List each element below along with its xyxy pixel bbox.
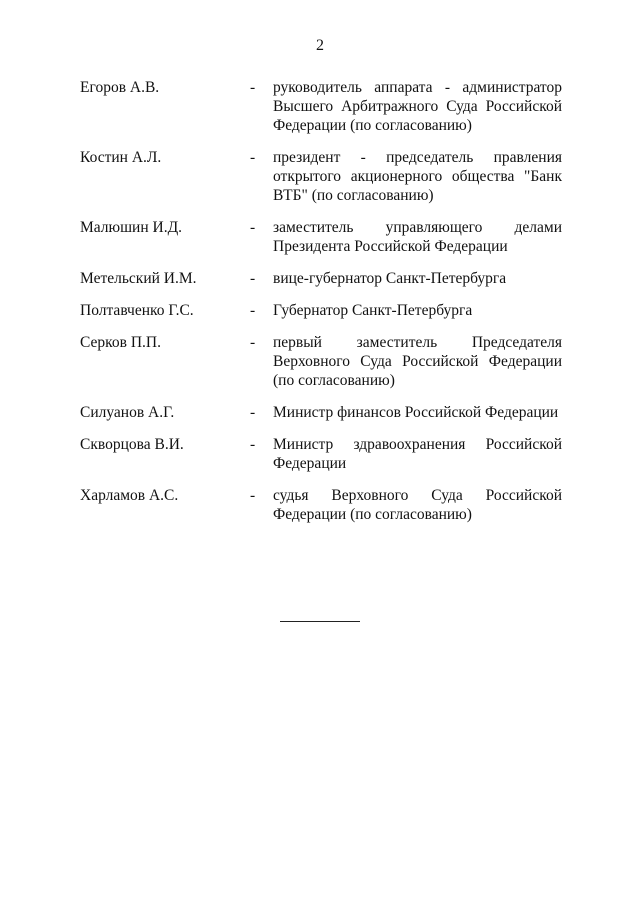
separator-dash: - [250, 404, 256, 421]
member-name: Метельский И.М. [80, 270, 197, 287]
member-role: судья Верховного Суда Российской Федерации (по согласованию) [273, 487, 562, 523]
member-role: Министр финансов Российской Федерации [273, 404, 559, 421]
separator-dash: - [250, 436, 256, 453]
members-list [80, 78, 562, 537]
member-role: заместитель управляющего делами Президента Российской Федерации [273, 219, 562, 255]
member-name: Малюшин И.Д. [80, 219, 183, 236]
separator-dash: - [250, 270, 256, 287]
member-name: Харламов А.С. [80, 487, 179, 504]
list-item [80, 78, 562, 135]
page-number: 2 [316, 37, 324, 54]
list-item [80, 486, 562, 524]
list-item [80, 333, 562, 390]
separator-dash: - [250, 219, 256, 236]
list-item [80, 403, 562, 422]
list-item [80, 218, 562, 256]
member-role: Губернатор Санкт-Петербурга [273, 302, 473, 319]
list-item [80, 301, 562, 320]
separator-dash: - [250, 334, 256, 351]
member-name: Серков П.П. [80, 334, 161, 351]
member-role: президент - председатель правления открытого акционерного общества "Банк ВТБ" (по согласованию) [273, 149, 562, 204]
separator-dash: - [250, 487, 256, 504]
member-name: Силуанов А.Г. [80, 404, 175, 421]
member-role: Министр здравоохранения Российской Федерации [273, 436, 562, 472]
member-role: руководитель аппарата - администратор Высшего Арбитражного Суда Российской Федерации (по согласованию) [273, 79, 562, 134]
separator-dash: - [250, 302, 256, 319]
member-role: первый заместитель Председателя Верховного Суда Российской Федерации (по согласованию) [273, 334, 562, 389]
member-name: Егоров А.В. [80, 79, 160, 96]
list-item [80, 148, 562, 205]
closing-rule [280, 621, 360, 622]
member-name: Полтавченко Г.С. [80, 302, 194, 319]
separator-dash: - [250, 79, 256, 96]
list-item [80, 435, 562, 473]
member-role: вице-губернатор Санкт-Петербурга [273, 270, 507, 287]
member-name: Скворцова В.И. [80, 436, 184, 453]
separator-dash: - [250, 149, 256, 166]
member-name: Костин А.Л. [80, 149, 162, 166]
list-item [80, 269, 562, 288]
